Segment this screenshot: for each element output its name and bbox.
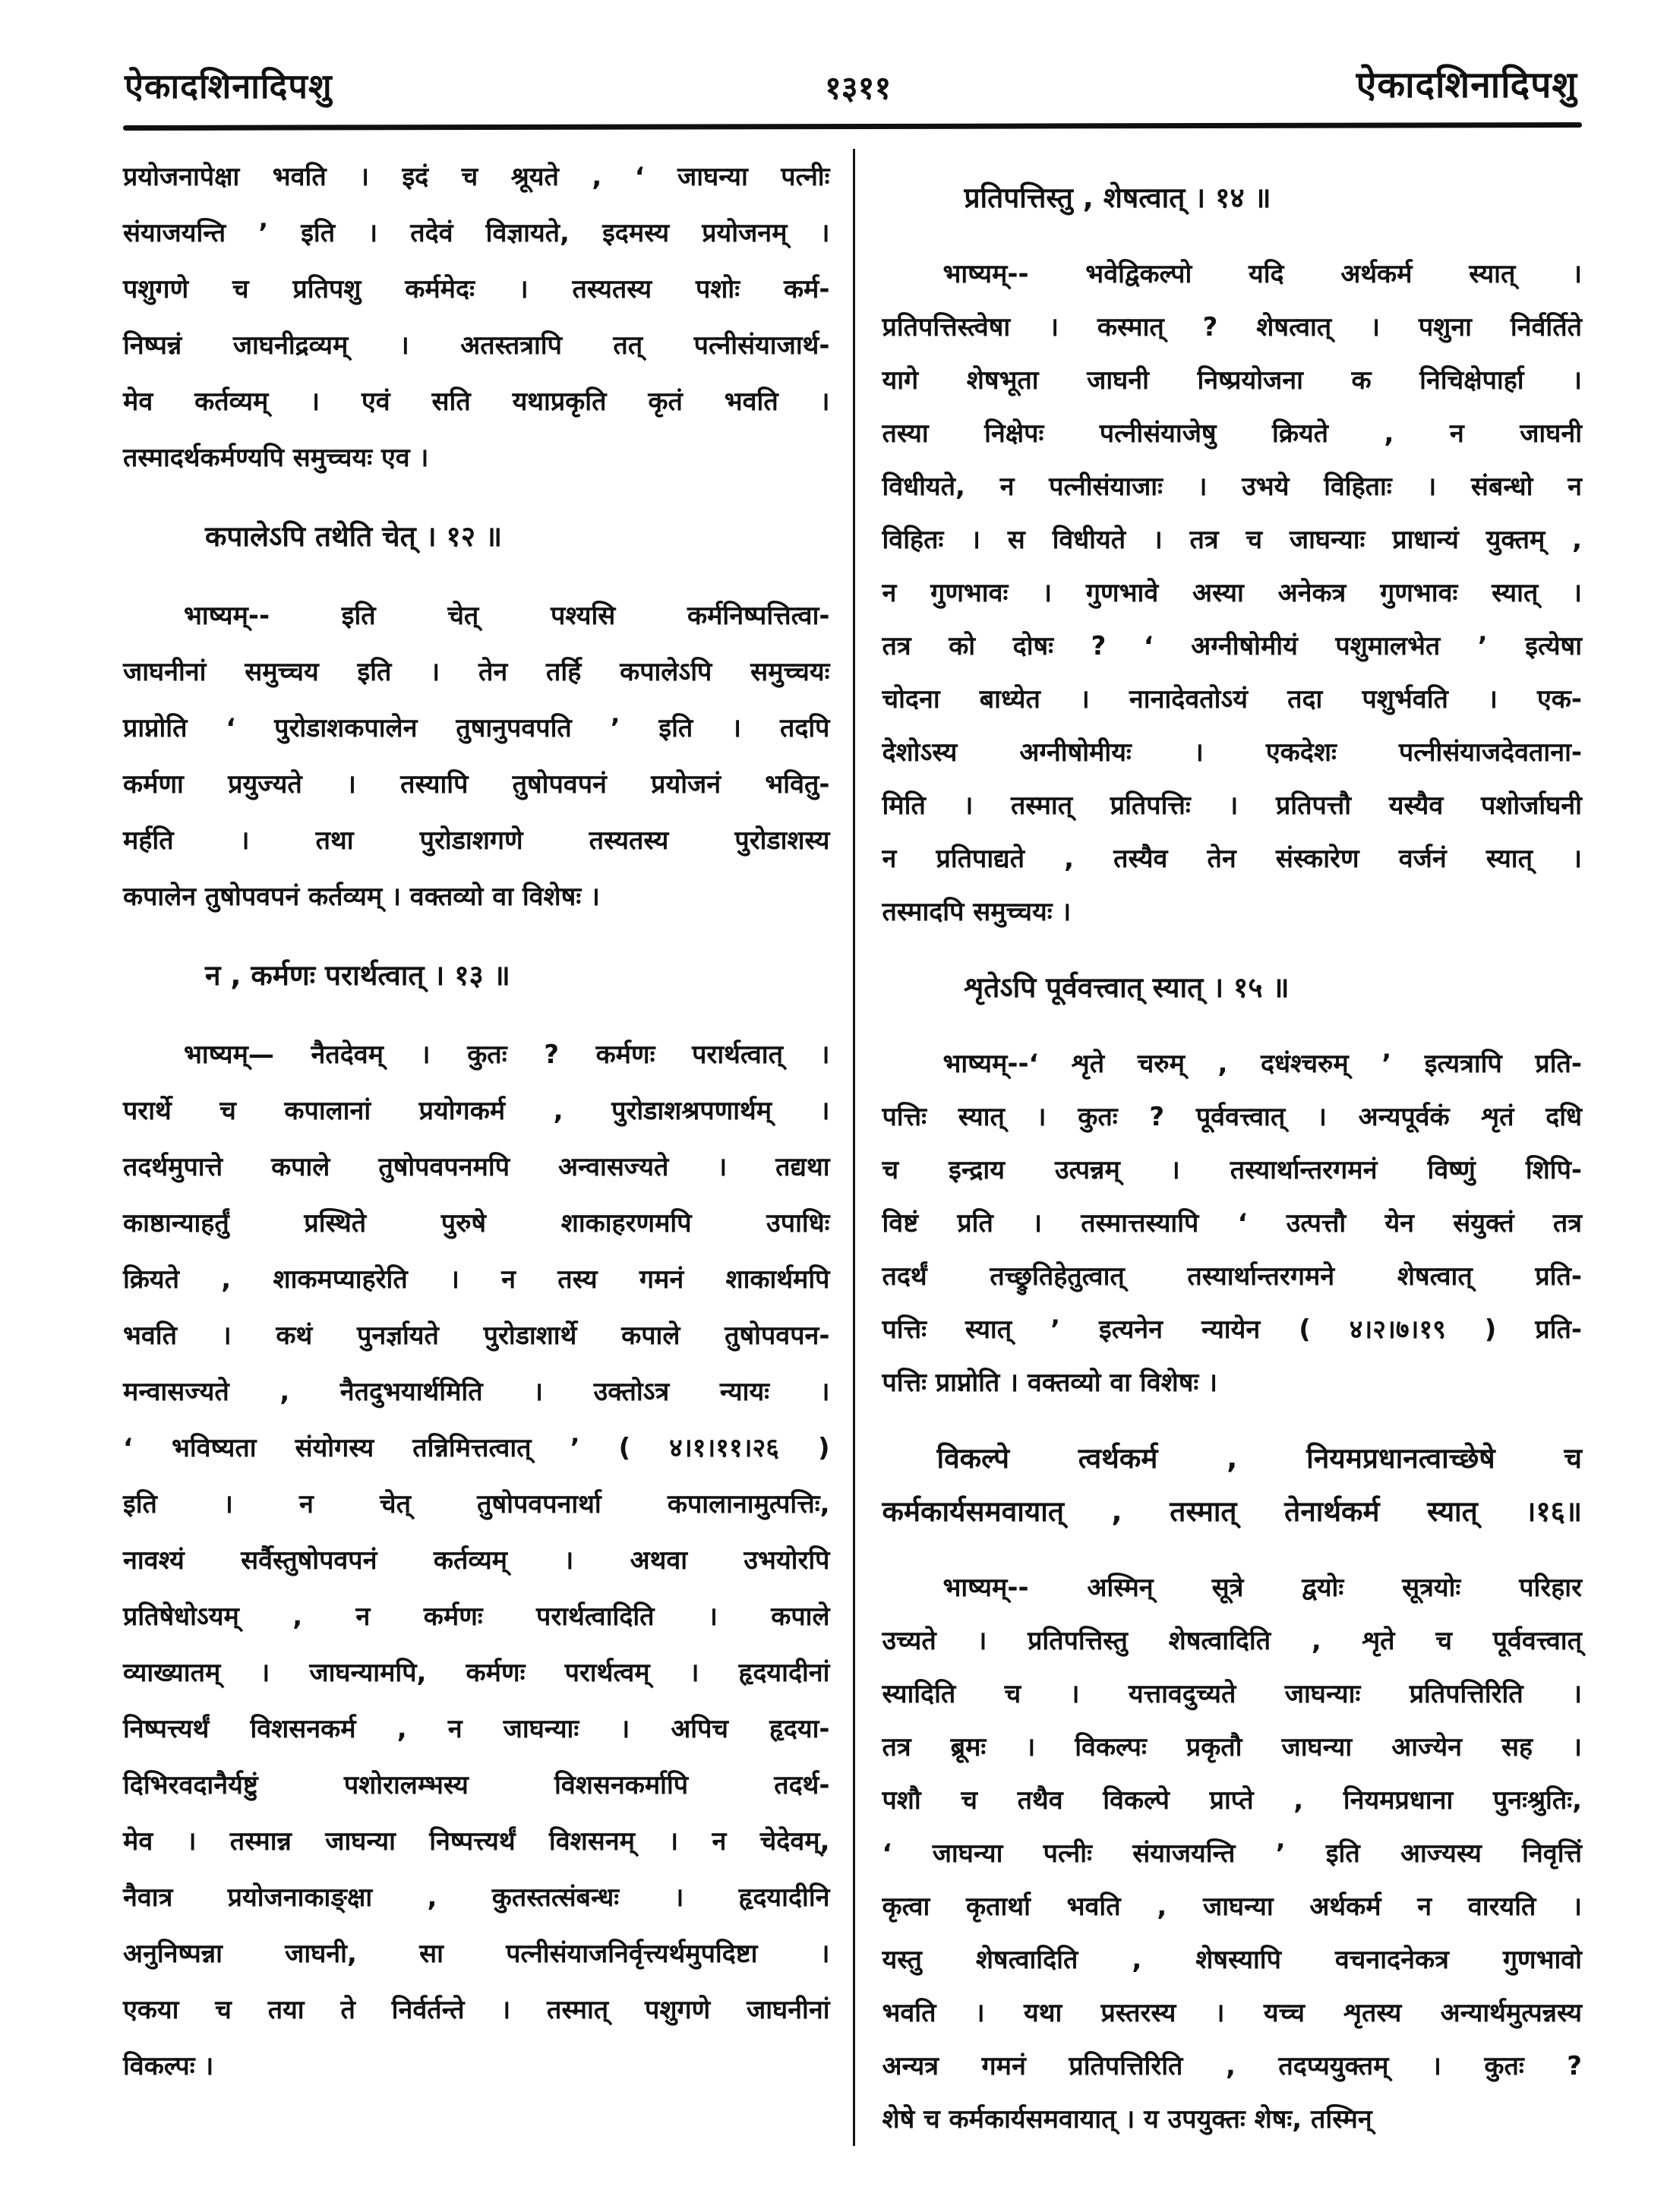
running-title-right: ऐकादशिनादिपशु bbox=[1356, 64, 1577, 106]
text-paragraph bbox=[123, 588, 830, 925]
text-line: निष्पत्त्यर्थं विशसनकर्म , न जाघन्याः । अपिच हृदया- bbox=[123, 1714, 830, 1744]
text-line: प्रतिषेधोऽयम् , न कर्मणः परार्थत्वादिति । कपाले bbox=[123, 1601, 830, 1632]
text-line: विकल्पे त्वर्थकर्म , नियमप्रधानत्वाच्छेषे च bbox=[936, 1442, 1582, 1475]
text-line: पत्तिः प्राप्नोति । वक्तव्यो वा विशेषः । bbox=[882, 1368, 1217, 1398]
text-line: यस्तु शेषत्वादिति , शेषस्यापि वचनादनेकत्र गुणभावो bbox=[882, 1945, 1582, 1975]
text-line: तस्मादपि समुच्चयः । bbox=[882, 897, 1072, 927]
text-line: उच्यते । प्रतिपत्तिस्तु शेषत्वादिति , शृते च पूर्ववत्त्वात् bbox=[882, 1626, 1582, 1656]
running-title-left: ऐकादशिनादिपशु bbox=[125, 66, 333, 106]
text-line: अनुनिष्पन्ना जाघनी, सा पत्नीसंयाजनिर्वृत्त्यर्थमुपदिष्टा । bbox=[123, 1939, 830, 1969]
text-line: दिभिरवदानैर्यष्टुं पशोरालम्भस्य विशसनकर्मापि तदर्थ- bbox=[123, 1770, 830, 1800]
text-paragraph bbox=[123, 149, 830, 486]
text-line: मेव । तस्मान्न जाघन्या निष्पत्त्यर्थं विशसनम् । न चेदेवम्, bbox=[123, 1826, 830, 1857]
text-line: कपालेन तुषोपवपनं कर्तव्यम् । वक्तव्यो वा विशेषः । bbox=[123, 882, 600, 912]
text-line: एकया च तया ते निर्वर्तन्ते । तस्मात् पशुगणे जाघनीनां bbox=[123, 1995, 830, 2025]
text-line: जाघनीनां समुच्चय इति । तेन तर्हि कपालेऽपि समुच्चयः bbox=[123, 657, 830, 687]
text-line: भाष्यम्-- भवेद्विकल्पो यदि अर्थकर्म स्यात् । bbox=[942, 259, 1582, 289]
text-line: पशौ च तथैव विकल्पे प्राप्ते , नियमप्रधाना पुनःश्रुतिः, bbox=[882, 1785, 1582, 1816]
sutra-heading bbox=[882, 172, 1583, 225]
text-line: पत्तिः स्यात् ’ इत्यनेन न्यायेन ( ४।२।७।१९ ) प्रति- bbox=[882, 1314, 1582, 1345]
text-line: अन्यत्र गमनं प्रतिपत्तिरिति , तदप्ययुक्तम् । कुतः ? bbox=[882, 2051, 1582, 2081]
text-line: तस्या निक्षेपः पत्नीसंयाजेषु क्रियते , न जाघनी bbox=[882, 418, 1582, 449]
text-line: शृतेऽपि पूर्ववत्त्वात् स्यात् । १५ ॥ bbox=[964, 971, 1290, 1004]
text-line: संयाजयन्ति ’ इति । तदेवं विज्ञायते, इदमस्य प्रयोजनम् । bbox=[123, 218, 830, 248]
text-line: मन्वासज्यते , नैतदुभयार्थमिति । उक्तोऽत्र न्यायः । bbox=[123, 1377, 830, 1407]
text-line: तस्मादर्थकर्मण्यपि समुच्चयः एव । bbox=[123, 443, 429, 473]
sutra-heading bbox=[882, 1432, 1583, 1538]
page-header bbox=[123, 38, 1582, 124]
text-line: चोदना बाध्येत । नानादेवतोऽयं तदा पशुर्भवति । एक- bbox=[882, 684, 1582, 715]
text-line: भवति । कथं पुनर्ज्ञायते पुरोडाशार्थे कपाले तुषोपवपन- bbox=[123, 1321, 830, 1351]
text-paragraph bbox=[882, 1561, 1583, 2146]
text-line: भाष्यम्-- इति चेत् पश्यसि कर्मनिष्पत्तित्वा- bbox=[184, 601, 830, 631]
text-line: विहितः । स विधीयते । तत्र च जाघन्याः प्राधान्यं युक्तम् , bbox=[882, 525, 1582, 555]
text-line: प्राप्नोति ‘ पुरोडाशकपालेन तुषानुपवपति ’ इति । तदपि bbox=[123, 713, 830, 743]
text-paragraph bbox=[123, 1027, 830, 2094]
text-line: निष्पन्नं जाघनीद्रव्यम् । अतस्तत्रापि तत् पत्नीसंयाजार्थ- bbox=[123, 330, 830, 361]
text-line: स्यादिति च । यत्तावदुच्यते जाघन्याः प्रतिपत्तिरिति । bbox=[882, 1679, 1582, 1709]
text-line: न गुणभावः । गुणभावे अस्या अनेकत्र गुणभावः स्यात् । bbox=[882, 578, 1582, 608]
text-line: भाष्यम्— नैतदेवम् । कुतः ? कर्मणः परार्थत्वात् । bbox=[184, 1040, 830, 1070]
text-paragraph bbox=[882, 1037, 1583, 1409]
text-line: नावश्यं सर्वैस्तुषोपवपनं कर्तव्यम् । अथवा उभयोरपि bbox=[123, 1545, 830, 1576]
text-line: व्याख्यातम् । जाघन्यामपि, कर्मणः परार्थत्वम् । हृदयादीनां bbox=[123, 1658, 830, 1688]
text-line: तदर्थं तच्छ्रुतिहेतुत्वात् तस्यार्थान्तरगमने शेषत्वात् प्रति- bbox=[882, 1261, 1582, 1292]
text-line: तत्र ब्रूमः । विकल्पः प्रकृतौ जाघन्या आज्येन सह । bbox=[882, 1732, 1582, 1762]
text-line: मेव कर्तव्यम् । एवं सति यथाप्रकृति कृतं भवति । bbox=[123, 387, 830, 417]
text-line: प्रयोजनापेक्षा भवति । इदं च श्रूयते , ‘ जाघन्या पत्नीः bbox=[123, 162, 830, 192]
text-line: ‘ जाघन्या पत्नीः संयाजयन्ति ’ इति आज्यस्य निवृत्तिं bbox=[882, 1838, 1582, 1869]
text-line: प्रतिपत्तिस्तु , शेषत्वात् । १४ ॥ bbox=[964, 181, 1271, 214]
text-line: भवति । यथा प्रस्तरस्य । यच्च शृतस्य अन्यार्थमुत्पन्नस्य bbox=[882, 1998, 1582, 2028]
text-line: प्रतिपत्तिस्त्वेषा । कस्मात् ? शेषत्वात् । पशुना निर्वर्तिते bbox=[882, 312, 1582, 342]
text-line: तत्र को दोषः ? ‘ अग्नीषोमीयं पशुमालभेत ’ इत्येषा bbox=[882, 631, 1582, 661]
text-line: पत्तिः स्यात् । कुतः ? पूर्ववत्त्वात् । अन्यपूर्वकं शृतं दधि bbox=[882, 1102, 1582, 1132]
text-line: तदर्थमुपात्ते कपाले तुषोपवपनमपि अन्वासज्यते । तद्यथा bbox=[123, 1152, 830, 1182]
text-line: काष्ठान्याहर्तुं प्रस्थिते पुरुषे शाकाहरणमपि उपाधिः bbox=[123, 1208, 830, 1239]
text-line: भाष्यम्-- अस्मिन् सूत्रे द्वयोः सूत्रयोः परिहार bbox=[942, 1573, 1582, 1603]
text-line: देशोऽस्य अग्नीषोमीयः । एकदेशः पत्नीसंयाजदेवताना- bbox=[882, 737, 1582, 768]
text-line: कपालेऽपि तथेति चेत् । १२ ॥ bbox=[205, 520, 503, 553]
text-line: शेषे च कर्मकार्यसमवायात् । य उपयुक्तः शेषः, तस्मिन् bbox=[882, 2104, 1372, 2135]
right-column bbox=[853, 149, 1583, 2146]
sutra-heading bbox=[123, 509, 830, 565]
text-line: नैवात्र प्रयोजनाकाङ्क्षा , कुतस्तत्संबन्धः । हृदयादीनि bbox=[123, 1882, 830, 1913]
page-number: १३११ bbox=[824, 69, 892, 106]
sutra-heading bbox=[882, 961, 1583, 1014]
text-line: ‘ भविष्यता संयोगस्य तन्निमित्तत्वात् ’ ( ४।१।११।२६ ) bbox=[123, 1433, 830, 1463]
text-columns bbox=[123, 149, 1582, 2146]
text-line: इति । न चेत् तुषोपवपनार्था कपालानामुत्पत्तिः, bbox=[123, 1489, 830, 1519]
text-line: च इन्द्राय उत्पन्नम् । तस्यार्थान्तरगमनं विष्णुं शिपि- bbox=[882, 1155, 1582, 1185]
text-paragraph bbox=[882, 248, 1583, 939]
text-line: न प्रतिपाद्यते , तस्यैव तेन संस्कारेण वर्जनं स्यात् । bbox=[882, 844, 1582, 874]
text-line: मर्हति । तथा पुरोडाशगणे तस्यतस्य पुरोडाशस्य bbox=[123, 825, 830, 856]
text-line: भाष्यम्--‘ शृते चरुम् , दधंश्चरुम् ’ इत्यत्रापि प्रति- bbox=[942, 1049, 1582, 1079]
text-line: विकल्पः । bbox=[123, 2051, 214, 2081]
text-line: विधीयते, न पत्नीसंयाजाः । उभये विहिताः । संबन्धो न bbox=[882, 472, 1582, 502]
text-line: क्रियते , शाकमप्याहरेति । न तस्य गमनं शाकार्थमपि bbox=[123, 1264, 830, 1295]
text-line: कृत्वा कृतार्था भवति , जाघन्या अर्थकर्म न वारयति । bbox=[882, 1892, 1582, 1922]
text-line: न , कर्मणः परार्थत्वात् । १३ ॥ bbox=[205, 959, 510, 992]
text-line: कर्मकार्यसमवायात् , तस्मात् तेनार्थकर्म स्यात् ।१६॥ bbox=[882, 1495, 1582, 1528]
text-line: विष्टं प्रति । तस्मात्तस्यापि ‘ उत्पत्तौ येन संयुक्तं तत्र bbox=[882, 1208, 1582, 1239]
text-line: मिति । तस्मात् प्रतिपत्तिः । प्रतिपत्तौ यस्यैव पशोर्जाघनी bbox=[882, 790, 1582, 821]
text-line: कर्मणा प्रयुज्यते । तस्यापि तुषोपवपनं प्रयोजनं भवितु- bbox=[123, 769, 830, 800]
left-column bbox=[123, 149, 853, 2146]
text-line: परार्थे च कपालानां प्रयोगकर्म , पुरोडाशश्रपणार्थम् । bbox=[123, 1096, 830, 1126]
text-line: पशुगणे च प्रतिपशु कर्ममेदः । तस्यतस्य पशोः कर्म- bbox=[123, 274, 830, 305]
sutra-heading bbox=[123, 948, 830, 1004]
text-line: यागे शेषभूता जाघनी निष्प्रयोजना क निचिक्षेपार्हा । bbox=[882, 365, 1582, 396]
